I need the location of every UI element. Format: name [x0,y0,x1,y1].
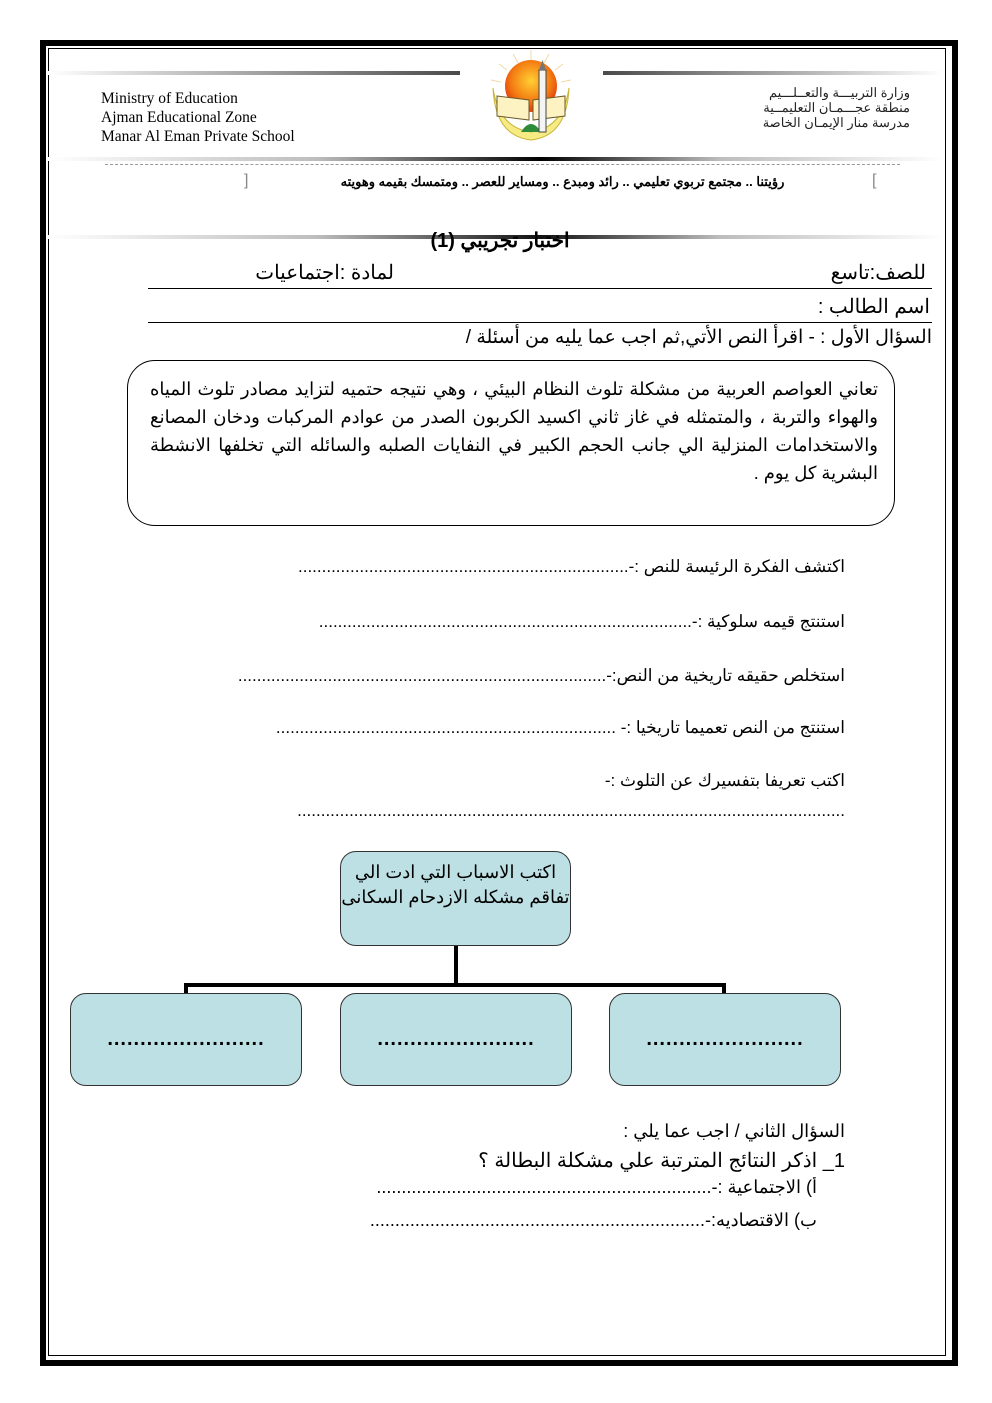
sub-a-label: أ) الاجتماعية :- [711,1177,817,1197]
q1-item-behavior-value[interactable] [155,612,845,632]
diagram-connector-vertical [454,946,458,986]
diagram-leaf-2[interactable] [340,993,572,1086]
q1-item-definition [155,771,845,791]
student-name-row[interactable] [148,290,932,323]
header-divider-left [48,71,460,75]
diagram-leaf-3[interactable] [609,993,841,1086]
header-english [101,89,295,146]
school-label: Manar Al Eman Private School [101,128,295,145]
school-logo-icon [483,48,579,144]
q1-item-main-idea[interactable] [155,557,845,577]
leaf-blank[interactable]: ........................ [107,1028,265,1050]
leaf-blank[interactable]: ........................ [377,1028,535,1050]
definition-answer-blank[interactable]: .................................................................................................................... [297,801,845,820]
leaf-blank[interactable]: ........................ [646,1028,804,1050]
exam-title: اختبار تجريبي (1) [430,230,570,252]
question1-heading: السؤال الأول : - اقرأ النص الأتي,ثم اجب عما يليه من أسئلة / [465,327,932,348]
q1-item-label: استخلص حقيقه تاريخية من النص:- [606,666,845,685]
class-label: للصف:تاسع [830,262,926,284]
q2-sub-a[interactable] [155,1177,845,1198]
answer-blank[interactable]: ................................................................... [369,1210,705,1230]
answer-blank[interactable]: ........................................................................ [275,718,616,737]
dashed-divider [105,164,900,165]
motto-bracket-open: [ [872,172,877,189]
q1-item-label: اكتب تعريفا بتفسيرك عن التلوث :- [604,771,845,790]
school-motto: رؤيتنا .. مجتمع تربوي تعليمي .. رائد ومبدع .. ومساير للعصر .. ومتمسك بقيمه وهويته [340,174,785,189]
ministry-label-ar: وزارة التربيـــة والتعــلـــيم [768,85,910,100]
school-label-ar: مدرسة منار الإيمـان الخاصة [762,115,910,130]
sub-b-label: ب) الاقتصاديه:- [704,1210,817,1230]
answer-blank[interactable]: ...................................................................... [298,557,629,576]
header-divider-middle [48,157,944,161]
zone-label: Ajman Educational Zone [101,109,257,126]
motto-bracket-close: ] [244,172,249,189]
question2-item1: 1_ اذكر النتائج المترتبة علي مشكلة البطالة ؟ [478,1150,845,1172]
header-arabic [720,85,910,130]
answer-blank[interactable]: ............................................................................... [318,612,692,631]
answer-blank[interactable]: .............................................................................. [237,666,607,685]
ministry-label: Ministry of Education [101,90,238,107]
q2-sub-b[interactable] [155,1210,845,1231]
q1-item-label: اكتشف الفكرة الرئيسة للنص :- [628,557,845,576]
q1-item-label: استنتج من النص تعميما تاريخيا :- [616,718,845,737]
student-name-label: اسم الطالب : [817,296,930,318]
class-subject-row [148,258,932,289]
header-divider-right [603,71,943,75]
diagram-top-node: اكتب الاسباب التي ادت الي تفاقم مشكله الازدحام السكانى [340,851,571,946]
subject-label: لمادة :اجتماعيات [255,262,394,284]
diagram-connector-horizontal [184,983,726,987]
q1-item-historical-fact[interactable] [155,666,845,686]
zone-label-ar: منطقة عجـــمـان التعليمــية [763,100,910,115]
q1-item-label: استنتج قيمه سلوكية :- [691,612,845,631]
passage-text: تعاني العواصم العربية من مشكلة تلوث النظام البيئي ، وهي نتيجه حتميه لتزايد مصادر تلوث المياه والهواء والتربة ، والمتمثله في غاز ثاني اكسيد الكربون الصدر من عوادم المركبات ودخان المصانع والاستخدامات المنزلية الي جانب الحجم الكبير في النفايات الصلبه والسائله التي تخلفها الانشطة البشرية كل يوم . [150,379,878,483]
diagram-leaf-1[interactable] [70,993,302,1086]
answer-blank[interactable]: ................................................................... [376,1177,712,1197]
question2-heading: السؤال الثاني / اجب عما يلي : [623,1121,845,1141]
q1-item-generalization[interactable] [155,718,845,738]
